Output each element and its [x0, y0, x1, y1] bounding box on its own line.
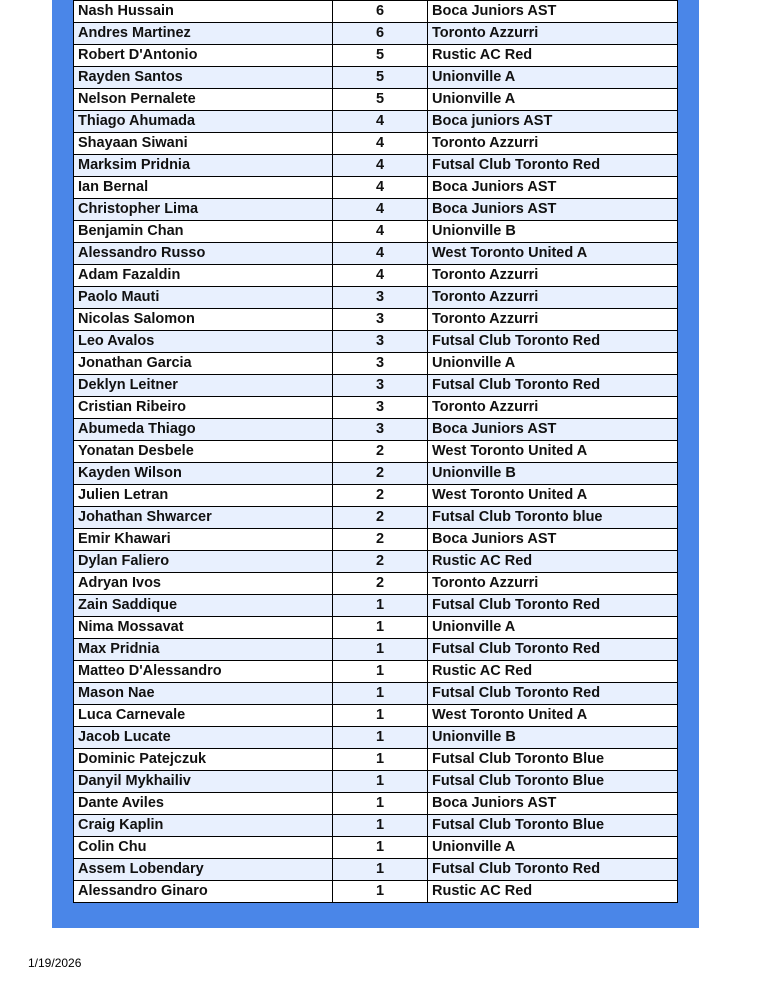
table-row — [74, 727, 678, 749]
team-cell[interactable]: Futsal Club Toronto Red — [428, 331, 678, 353]
team-cell[interactable]: Toronto Azzurri — [428, 287, 678, 309]
player-name-cell[interactable]: Mason Nae — [74, 683, 333, 705]
goals-cell[interactable]: 4 — [333, 221, 428, 243]
team-cell[interactable]: Futsal Club Toronto Red — [428, 155, 678, 177]
table-row — [74, 639, 678, 661]
goals-cell[interactable]: 1 — [333, 705, 428, 727]
team-cell[interactable]: Futsal Club Toronto Blue — [428, 771, 678, 793]
team-cell[interactable]: Futsal Club Toronto Red — [428, 639, 678, 661]
goals-cell[interactable]: 1 — [333, 815, 428, 837]
team-cell[interactable]: Unionville A — [428, 89, 678, 111]
goals-cell[interactable]: 4 — [333, 155, 428, 177]
table-row — [74, 221, 678, 243]
table-row — [74, 419, 678, 441]
player-name-cell[interactable]: Jacob Lucate — [74, 727, 333, 749]
goals-cell[interactable]: 1 — [333, 595, 428, 617]
player-name-cell[interactable]: Dante Aviles — [74, 793, 333, 815]
team-cell[interactable]: Futsal Club Toronto blue — [428, 507, 678, 529]
team-cell[interactable]: Toronto Azzurri — [428, 397, 678, 419]
goals-cell[interactable]: 3 — [333, 309, 428, 331]
goals-cell[interactable]: 2 — [333, 573, 428, 595]
player-name-cell[interactable]: Rayden Santos — [74, 67, 333, 89]
team-cell[interactable]: Unionville A — [428, 353, 678, 375]
goals-cell[interactable]: 2 — [333, 529, 428, 551]
goals-cell[interactable]: 2 — [333, 441, 428, 463]
player-name-cell[interactable]: Jonathan Garcia — [74, 353, 333, 375]
goals-cell[interactable]: 3 — [333, 353, 428, 375]
goals-cell[interactable]: 1 — [333, 661, 428, 683]
team-cell[interactable]: Toronto Azzurri — [428, 573, 678, 595]
team-cell[interactable]: Toronto Azzurri — [428, 265, 678, 287]
print-date: 1/19/2026 — [28, 956, 82, 970]
goals-cell[interactable]: 3 — [333, 331, 428, 353]
table-row — [74, 441, 678, 463]
goals-cell[interactable]: 3 — [333, 287, 428, 309]
goals-cell[interactable]: 4 — [333, 265, 428, 287]
table-row — [74, 793, 678, 815]
player-name-cell[interactable]: Kayden Wilson — [74, 463, 333, 485]
table-row — [74, 133, 678, 155]
goals-cell[interactable]: 1 — [333, 837, 428, 859]
player-name-cell[interactable]: Marksim Pridnia — [74, 155, 333, 177]
team-cell[interactable]: Unionville A — [428, 617, 678, 639]
scorers-table — [73, 0, 678, 903]
table-row — [74, 771, 678, 793]
team-cell[interactable]: Unionville A — [428, 837, 678, 859]
team-cell[interactable]: Rustic AC Red — [428, 551, 678, 573]
team-cell[interactable]: West Toronto United A — [428, 705, 678, 727]
goals-cell[interactable]: 1 — [333, 793, 428, 815]
table-row — [74, 881, 678, 903]
player-name-cell[interactable]: Emir Khawari — [74, 529, 333, 551]
goals-cell[interactable]: 1 — [333, 771, 428, 793]
team-cell[interactable]: Toronto Azzurri — [428, 309, 678, 331]
team-cell[interactable]: Unionville A — [428, 67, 678, 89]
player-name-cell[interactable]: Paolo Mauti — [74, 287, 333, 309]
goals-cell[interactable]: 3 — [333, 375, 428, 397]
table-row — [74, 661, 678, 683]
player-name-cell[interactable]: Luca Carnevale — [74, 705, 333, 727]
team-cell[interactable]: Rustic AC Red — [428, 661, 678, 683]
table-row — [74, 485, 678, 507]
player-name-cell[interactable]: Alessandro Russo — [74, 243, 333, 265]
team-cell[interactable]: Rustic AC Red — [428, 881, 678, 903]
player-name-cell[interactable]: Matteo D'Alessandro — [74, 661, 333, 683]
table-row — [74, 507, 678, 529]
team-cell[interactable]: West Toronto United A — [428, 243, 678, 265]
player-name-cell[interactable]: Nima Mossavat — [74, 617, 333, 639]
player-name-cell[interactable]: Thiago Ahumada — [74, 111, 333, 133]
player-name-cell[interactable]: Robert D'Antonio — [74, 45, 333, 67]
table-row — [74, 23, 678, 45]
team-cell[interactable]: Unionville B — [428, 727, 678, 749]
goals-cell[interactable]: 3 — [333, 397, 428, 419]
team-cell[interactable]: Futsal Club Toronto Red — [428, 859, 678, 881]
player-name-cell[interactable]: Deklyn Leitner — [74, 375, 333, 397]
goals-cell[interactable]: 3 — [333, 419, 428, 441]
team-cell[interactable]: Boca Juniors AST — [428, 529, 678, 551]
table-row — [74, 529, 678, 551]
team-cell[interactable]: Toronto Azzurri — [428, 23, 678, 45]
table-row — [74, 595, 678, 617]
table-row — [74, 45, 678, 67]
player-name-cell[interactable]: Nelson Pernalete — [74, 89, 333, 111]
table-row — [74, 67, 678, 89]
team-cell[interactable]: Futsal Club Toronto Red — [428, 595, 678, 617]
player-name-cell[interactable]: Danyil Mykhailiv — [74, 771, 333, 793]
table-row — [74, 111, 678, 133]
player-name-cell[interactable]: Nash Hussain — [74, 1, 333, 23]
goals-cell[interactable]: 1 — [333, 727, 428, 749]
goals-cell[interactable]: 1 — [333, 617, 428, 639]
team-cell[interactable]: Unionville B — [428, 221, 678, 243]
goals-cell[interactable]: 5 — [333, 45, 428, 67]
team-cell[interactable]: Rustic AC Red — [428, 45, 678, 67]
table-row — [74, 397, 678, 419]
player-name-cell[interactable]: Leo Avalos — [74, 331, 333, 353]
table-row — [74, 1, 678, 23]
player-name-cell[interactable]: Abumeda Thiago — [74, 419, 333, 441]
player-name-cell[interactable]: Zain Saddique — [74, 595, 333, 617]
player-name-cell[interactable]: Cristian Ribeiro — [74, 397, 333, 419]
goals-cell[interactable]: 1 — [333, 881, 428, 903]
table-row — [74, 683, 678, 705]
goals-cell[interactable]: 4 — [333, 111, 428, 133]
team-cell[interactable]: Boca juniors AST — [428, 111, 678, 133]
table-row — [74, 265, 678, 287]
goals-cell[interactable]: 1 — [333, 639, 428, 661]
player-name-cell[interactable]: Colin Chu — [74, 837, 333, 859]
team-cell[interactable]: Boca Juniors AST — [428, 1, 678, 23]
player-name-cell[interactable]: Dylan Faliero — [74, 551, 333, 573]
goals-cell[interactable]: 1 — [333, 683, 428, 705]
table-row — [74, 287, 678, 309]
goals-cell[interactable]: 2 — [333, 463, 428, 485]
goals-cell[interactable]: 4 — [333, 177, 428, 199]
player-name-cell[interactable]: Julien Letran — [74, 485, 333, 507]
goals-cell[interactable]: 2 — [333, 485, 428, 507]
player-name-cell[interactable]: Adam Fazaldin — [74, 265, 333, 287]
player-name-cell[interactable]: Max Pridnia — [74, 639, 333, 661]
player-name-cell[interactable]: Shayaan Siwani — [74, 133, 333, 155]
team-cell[interactable]: Boca Juniors AST — [428, 793, 678, 815]
goals-cell[interactable]: 6 — [333, 1, 428, 23]
table-row — [74, 837, 678, 859]
table-row — [74, 375, 678, 397]
goals-cell[interactable]: 2 — [333, 551, 428, 573]
goals-cell[interactable]: 4 — [333, 199, 428, 221]
goals-cell[interactable]: 4 — [333, 243, 428, 265]
player-name-cell[interactable]: Christopher Lima — [74, 199, 333, 221]
team-cell[interactable]: Futsal Club Toronto Red — [428, 375, 678, 397]
table-row — [74, 155, 678, 177]
player-name-cell[interactable]: Alessandro Ginaro — [74, 881, 333, 903]
goals-cell[interactable]: 5 — [333, 67, 428, 89]
team-cell[interactable]: Boca Juniors AST — [428, 177, 678, 199]
table-row — [74, 617, 678, 639]
goals-cell[interactable]: 1 — [333, 749, 428, 771]
team-cell[interactable]: West Toronto United A — [428, 485, 678, 507]
table-row — [74, 859, 678, 881]
table-row — [74, 815, 678, 837]
goals-cell[interactable]: 6 — [333, 23, 428, 45]
table-row — [74, 243, 678, 265]
team-cell[interactable]: Futsal Club Toronto Blue — [428, 815, 678, 837]
player-name-cell[interactable]: Benjamin Chan — [74, 221, 333, 243]
goals-cell[interactable]: 1 — [333, 859, 428, 881]
team-cell[interactable]: Boca Juniors AST — [428, 419, 678, 441]
table-body — [74, 1, 678, 903]
table-row — [74, 331, 678, 353]
player-name-cell[interactable]: Nicolas Salomon — [74, 309, 333, 331]
table-row — [74, 177, 678, 199]
table-row — [74, 353, 678, 375]
player-name-cell[interactable]: Dominic Patejczuk — [74, 749, 333, 771]
player-name-cell[interactable]: Yonatan Desbele — [74, 441, 333, 463]
goals-cell[interactable]: 2 — [333, 507, 428, 529]
player-name-cell[interactable]: Assem Lobendary — [74, 859, 333, 881]
player-name-cell[interactable]: Johathan Shwarcer — [74, 507, 333, 529]
table-row — [74, 463, 678, 485]
team-cell[interactable]: Boca Juniors AST — [428, 199, 678, 221]
table-row — [74, 749, 678, 771]
player-name-cell[interactable]: Adryan Ivos — [74, 573, 333, 595]
player-name-cell[interactable]: Andres Martinez — [74, 23, 333, 45]
goals-cell[interactable]: 4 — [333, 133, 428, 155]
table-row — [74, 551, 678, 573]
team-cell[interactable]: Futsal Club Toronto Blue — [428, 749, 678, 771]
table-row — [74, 199, 678, 221]
table-row — [74, 705, 678, 727]
table-row — [74, 89, 678, 111]
player-name-cell[interactable]: Craig Kaplin — [74, 815, 333, 837]
team-cell[interactable]: West Toronto United A — [428, 441, 678, 463]
team-cell[interactable]: Toronto Azzurri — [428, 133, 678, 155]
table-row — [74, 309, 678, 331]
player-name-cell[interactable]: Ian Bernal — [74, 177, 333, 199]
table-row — [74, 573, 678, 595]
team-cell[interactable]: Futsal Club Toronto Red — [428, 683, 678, 705]
goals-cell[interactable]: 5 — [333, 89, 428, 111]
team-cell[interactable]: Unionville B — [428, 463, 678, 485]
